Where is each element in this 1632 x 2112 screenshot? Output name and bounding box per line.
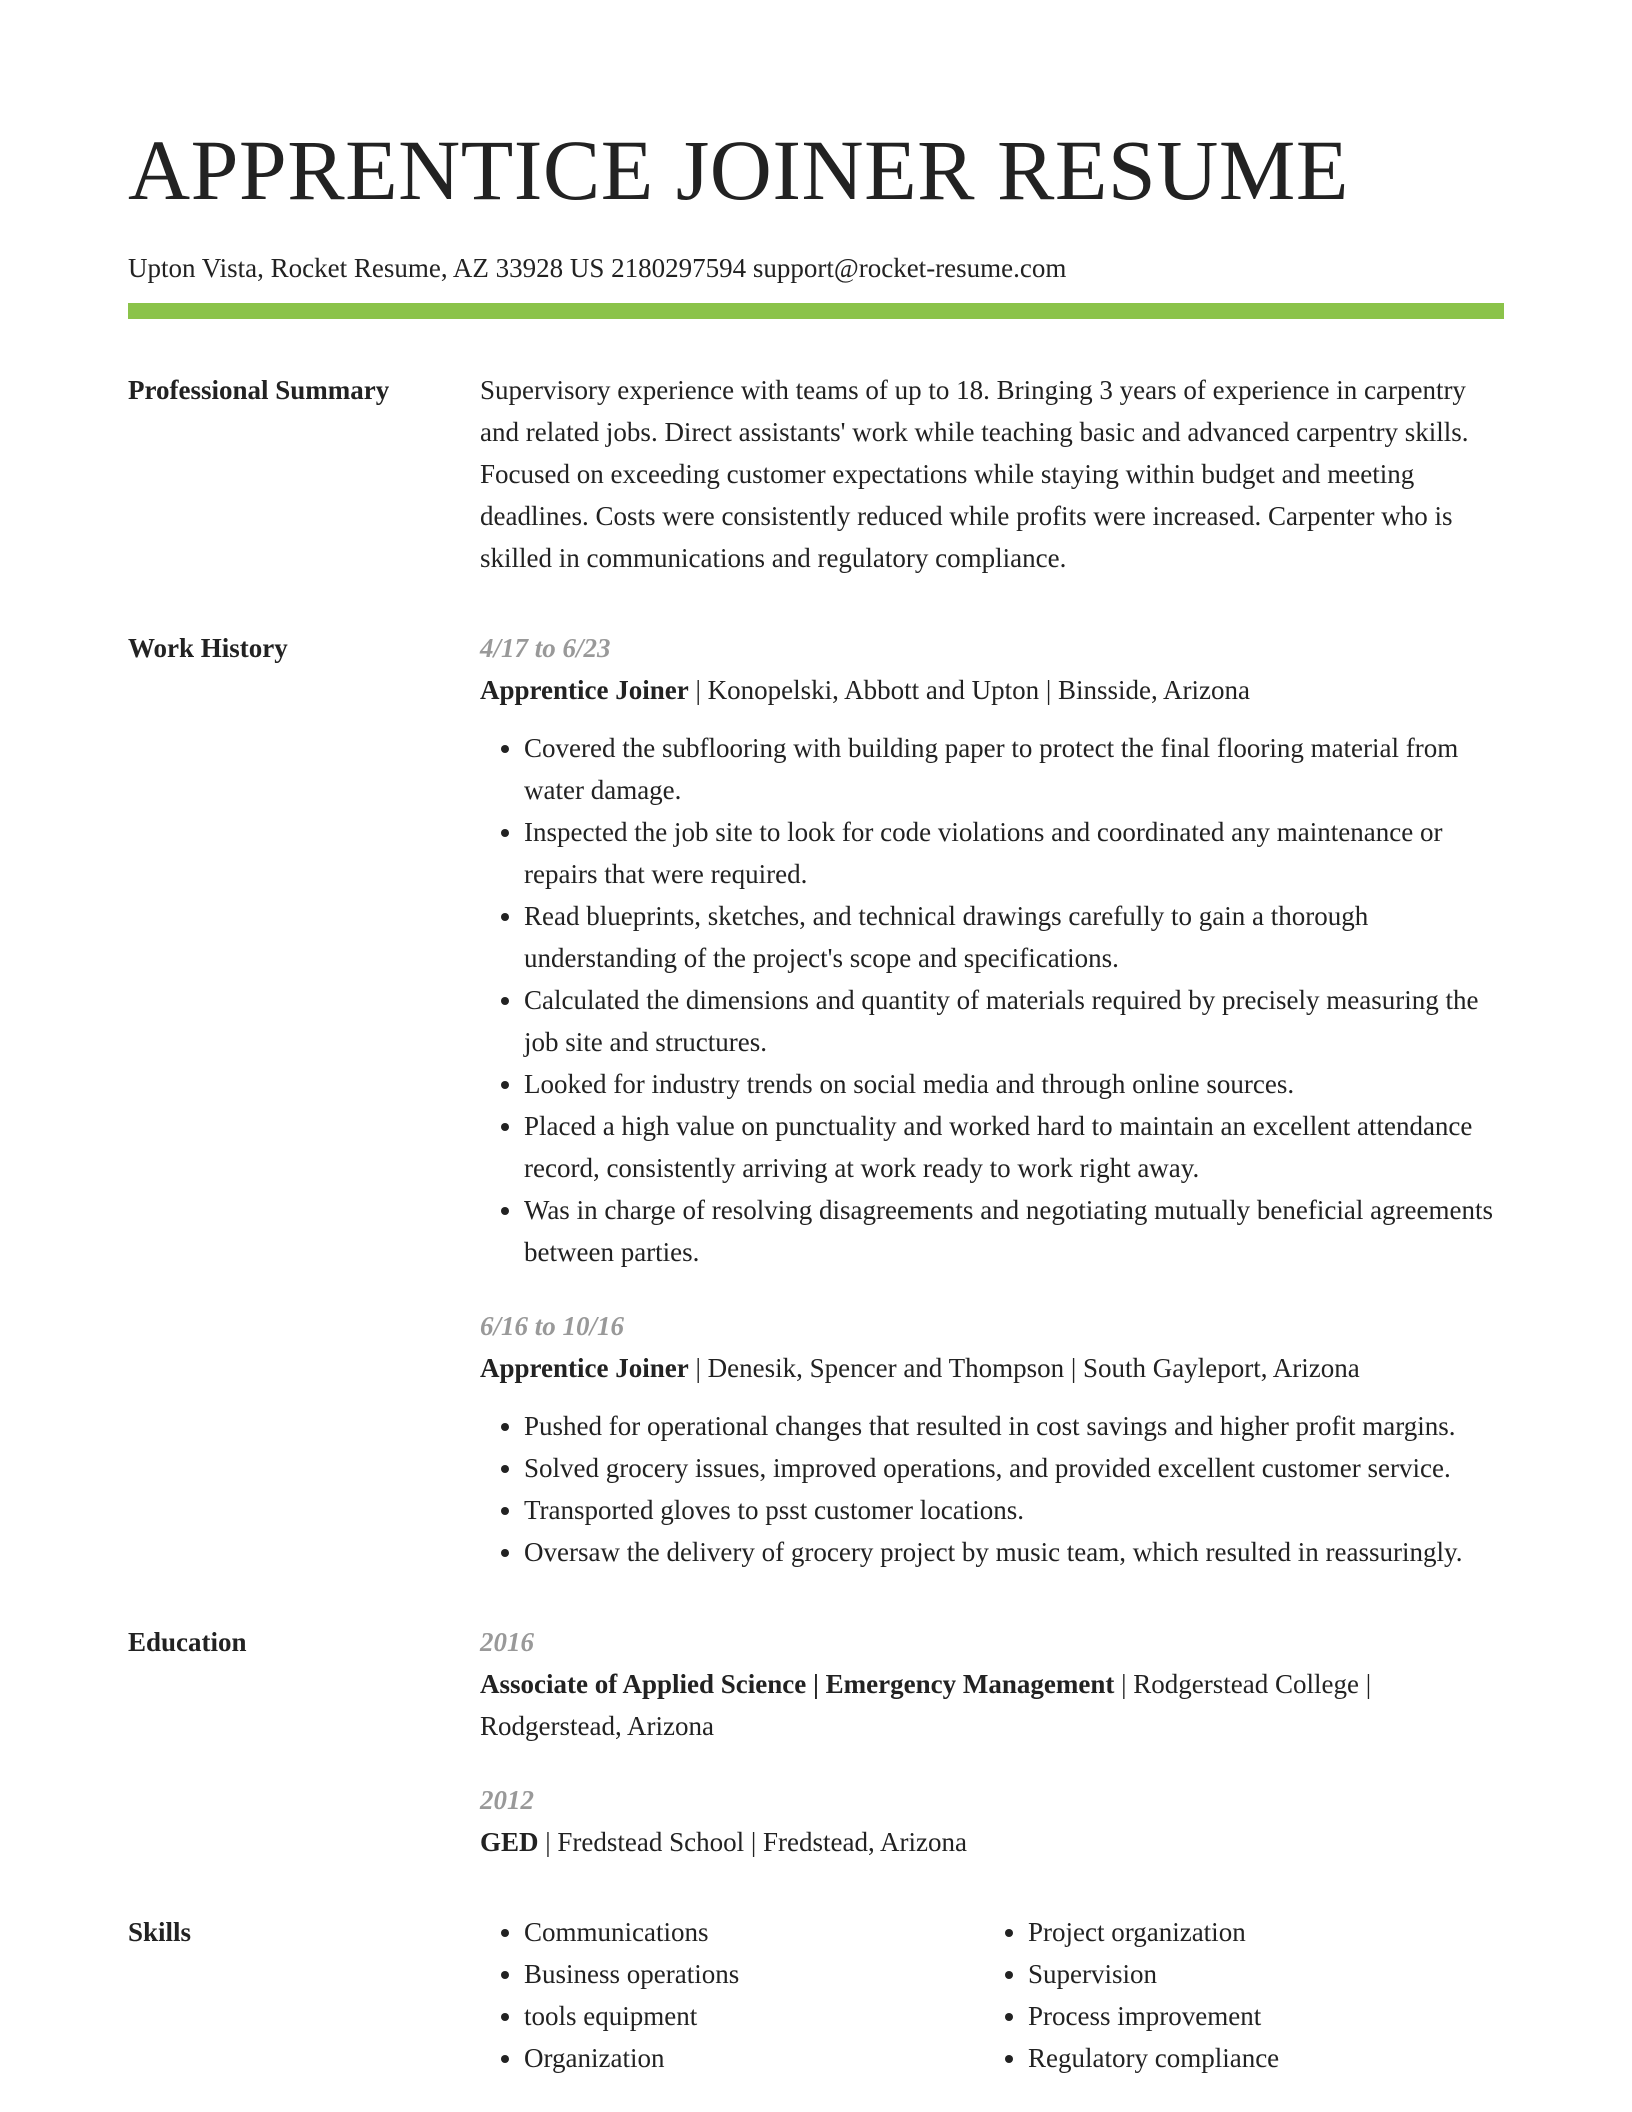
skill-item: • Organization — [524, 2037, 984, 2079]
skill-item: • Project organization — [1028, 1911, 1488, 1953]
job-details: | Konopelski, Abbott and Upton | Binsside, Arizona — [688, 675, 1251, 705]
section-label-skills: Skills — [128, 1917, 192, 1947]
education-details: | Fredstead School | Fredstead, Arizona — [538, 1827, 967, 1857]
job-entry — [480, 627, 1504, 1273]
skill-item: • Supervision — [1028, 1953, 1488, 1995]
job-bullets — [480, 1405, 1504, 1573]
skill-item: • Communications — [524, 1911, 984, 1953]
resume-title: APPRENTICE JOINER RESUME — [128, 122, 1349, 218]
list-item: • Inspected the job site to look for code violations and coordinated any maintenance or repairs that were required. — [524, 811, 1504, 895]
list-item: • Was in charge of resolving disagreements and negotiating mutually beneficial agreements between parties. — [524, 1189, 1504, 1273]
education-entry — [480, 1779, 1504, 1863]
section-label-education: Education — [128, 1627, 247, 1657]
job-heading — [480, 669, 1504, 711]
section-label-work: Work History — [128, 633, 288, 663]
job-title: Apprentice Joiner — [480, 675, 689, 705]
education-details: | Rodgerstead College | Rodgerstead, Arizona — [480, 1669, 1372, 1741]
list-item: • Pushed for operational changes that resulted in cost savings and higher profit margins. — [524, 1405, 1504, 1447]
education-heading — [480, 1821, 1504, 1863]
skill-item: • Process improvement — [1028, 1995, 1488, 2037]
education-degree: GED — [480, 1827, 539, 1857]
education-entry — [480, 1621, 1504, 1747]
education-heading — [480, 1663, 1504, 1747]
resume-page — [128, 0, 1504, 2079]
skill-item: • Business operations — [524, 1953, 984, 1995]
skills-section — [128, 1911, 1504, 2079]
skills-list-left — [480, 1911, 984, 2079]
list-item: • Covered the subflooring with building paper to protect the final flooring material from water damage. — [524, 727, 1504, 811]
job-dates: 4/17 to 6/23 — [480, 633, 611, 663]
skills-list-right — [984, 1911, 1488, 2079]
list-item: • Read blueprints, sketches, and technical drawings carefully to gain a thorough understanding of the project's scope and specifications. — [524, 895, 1504, 979]
list-item: • Transported gloves to psst customer locations. — [524, 1489, 1504, 1531]
accent-divider — [128, 303, 1504, 319]
summary-text: Supervisory experience with teams of up to 18. Bringing 3 years of experience in carpentry and related jobs. Direct assistants' work while teaching basic and advanced carpentry skills. Focused on exceeding customer expectations while staying within budget and meeting deadlines. Costs were consistently reduced while profits were increased. Carpenter who is skilled in communications and regulatory compliance. — [480, 375, 1469, 573]
education-section — [128, 1621, 1504, 1863]
education-degree: Associate of Applied Science | Emergency Management — [480, 1669, 1115, 1699]
job-details: | Denesik, Spencer and Thompson | South Gayleport, Arizona — [688, 1353, 1360, 1383]
job-entry — [480, 1305, 1504, 1573]
education-year: 2012 — [480, 1785, 534, 1815]
section-label-summary: Professional Summary — [128, 375, 390, 405]
skills-columns — [480, 1911, 1504, 2079]
list-item: • Placed a high value on punctuality and worked hard to maintain an excellent attendance record, consistently arriving at work ready to work right away. — [524, 1105, 1504, 1189]
education-year: 2016 — [480, 1627, 534, 1657]
contact-line: Upton Vista, Rocket Resume, AZ 33928 US 2180297594 support@rocket-resume.com — [128, 253, 1067, 283]
job-bullets — [480, 727, 1504, 1273]
job-title: Apprentice Joiner — [480, 1353, 689, 1383]
skill-item: • Regulatory compliance — [1028, 2037, 1488, 2079]
list-item: • Calculated the dimensions and quantity of materials required by precisely measuring the job site and structures. — [524, 979, 1504, 1063]
summary-section — [128, 369, 1504, 579]
job-heading — [480, 1347, 1504, 1389]
work-history-section — [128, 627, 1504, 1573]
job-dates: 6/16 to 10/16 — [480, 1311, 625, 1341]
skill-item: • tools equipment — [524, 1995, 984, 2037]
list-item: • Looked for industry trends on social media and through online sources. — [524, 1063, 1504, 1105]
list-item: • Solved grocery issues, improved operations, and provided excellent customer service. — [524, 1447, 1504, 1489]
list-item: • Oversaw the delivery of grocery project by music team, which resulted in reassuringly. — [524, 1531, 1504, 1573]
